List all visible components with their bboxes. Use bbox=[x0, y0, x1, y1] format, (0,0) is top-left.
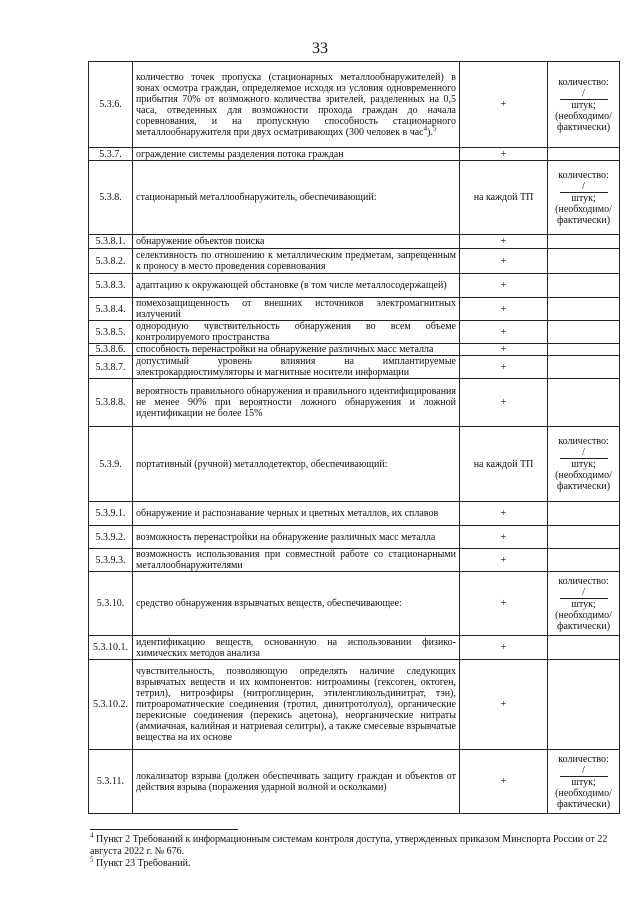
table-row bbox=[89, 161, 620, 235]
row-quantity bbox=[548, 660, 620, 750]
row-description bbox=[133, 636, 460, 660]
row-number: 5.3.9. bbox=[89, 427, 133, 502]
table-row bbox=[89, 549, 620, 572]
row-mark: на каждой ТП bbox=[460, 427, 548, 502]
row-quantity bbox=[548, 62, 620, 148]
row-number: 5.3.10. bbox=[89, 572, 133, 636]
row-description bbox=[133, 502, 460, 526]
quantity-blank bbox=[551, 765, 616, 777]
row-quantity bbox=[548, 274, 620, 298]
row-quantity bbox=[548, 344, 620, 356]
row-description bbox=[133, 62, 460, 148]
table-row bbox=[89, 526, 620, 549]
row-quantity bbox=[548, 235, 620, 249]
quantity-blank bbox=[551, 447, 616, 459]
table-row bbox=[89, 636, 620, 660]
row-description bbox=[133, 249, 460, 274]
footnotes bbox=[90, 831, 620, 870]
quantity-label: количество: bbox=[558, 76, 609, 88]
row-description-text: возможность использования при совместной работе со стационарными металлообнаружителями bbox=[136, 549, 456, 571]
row-quantity bbox=[548, 750, 620, 814]
table-row bbox=[89, 344, 620, 356]
row-description bbox=[133, 356, 460, 379]
row-description bbox=[133, 572, 460, 636]
row-description bbox=[133, 161, 460, 235]
row-description-text: допустимый уровень влияния на имплантируемые электрокардиостимуляторы и магнитные носители информации bbox=[136, 356, 456, 378]
row-description bbox=[133, 750, 460, 814]
row-mark: + bbox=[460, 502, 548, 526]
row-quantity bbox=[548, 298, 620, 321]
quantity-unit: штук; bbox=[571, 99, 596, 111]
row-description bbox=[133, 526, 460, 549]
table-row bbox=[89, 321, 620, 344]
row-mark: + bbox=[460, 249, 548, 274]
table-row bbox=[89, 235, 620, 249]
row-description-text: количество точек пропуска (стационарных металлообнаружителей) в зонах осмотра граждан, определяемое исходя из условия одновременного прибытия 70% от возможного количества зрителей, разделенных на 0,5 часа, отведенных для возможности прохода граждан до начала соревнования, и на пропускную способность стационарного металлообнаружителя при двух осматривающих (300 человек в час bbox=[136, 71, 456, 138]
table-row bbox=[89, 379, 620, 427]
row-mark: + bbox=[460, 298, 548, 321]
row-description-text: адаптацию к окружающей обстановке (в том числе металлосодержащей) bbox=[136, 280, 447, 291]
quantity-label: количество: bbox=[558, 169, 609, 181]
quantity-label: количество: bbox=[558, 575, 609, 587]
row-number: 5.3.8.4. bbox=[89, 298, 133, 321]
quantity-blank bbox=[551, 88, 616, 100]
row-mark: + bbox=[460, 750, 548, 814]
table-row bbox=[89, 427, 620, 502]
quantity-blank bbox=[551, 181, 616, 193]
row-description-text: помехозащищенность от внешних источников электромагнитных излучений bbox=[136, 298, 456, 320]
row-description bbox=[133, 274, 460, 298]
row-mark: + bbox=[460, 636, 548, 660]
row-quantity bbox=[548, 356, 620, 379]
row-mark: + bbox=[460, 356, 548, 379]
quantity-slash: / bbox=[560, 766, 608, 777]
row-mark: + bbox=[460, 321, 548, 344]
row-mark: + bbox=[460, 526, 548, 549]
quantity-label: количество: bbox=[558, 436, 609, 447]
row-description-text: средство обнаружения взрывчатых веществ, обеспечивающее: bbox=[136, 598, 402, 609]
footnote-separator bbox=[90, 829, 238, 830]
row-quantity bbox=[548, 379, 620, 427]
quantity-slash: / bbox=[560, 182, 608, 193]
quantity-slash: / bbox=[560, 89, 608, 100]
row-mark: + bbox=[460, 549, 548, 572]
footnote bbox=[90, 855, 620, 870]
row-description-text: вероятность правильного обнаружения и правильного идентифицирования не менее 90% при вероятности ложного обнаружения и ложной идентификации не более 15% bbox=[136, 386, 456, 419]
row-mark: + bbox=[460, 379, 548, 427]
footnote-mark: 4 bbox=[90, 831, 94, 840]
table-row bbox=[89, 274, 620, 298]
row-quantity bbox=[548, 427, 620, 502]
row-description bbox=[133, 321, 460, 344]
row-mark: + bbox=[460, 274, 548, 298]
row-description bbox=[133, 427, 460, 502]
quantity-note: (необходимо/ фактически) bbox=[555, 609, 612, 632]
row-description-text: локализатор взрыва (должен обеспечивать защиту граждан и объектов от действия взрыва (поражения ударной волной и осколками) bbox=[136, 770, 456, 793]
row-description-text: идентификацию веществ, основанную на использовании физико-химических методов анализа bbox=[136, 636, 456, 659]
row-number: 5.3.8.7. bbox=[89, 356, 133, 379]
row-description bbox=[133, 148, 460, 161]
row-mark: + bbox=[460, 572, 548, 636]
table-row bbox=[89, 62, 620, 148]
footnote-text: Пункт 23 Требований. bbox=[96, 858, 191, 869]
row-quantity bbox=[548, 636, 620, 660]
row-quantity bbox=[548, 526, 620, 549]
quantity-slash: / bbox=[560, 448, 608, 459]
row-number: 5.3.9.2. bbox=[89, 526, 133, 549]
row-number: 5.3.11. bbox=[89, 750, 133, 814]
row-description bbox=[133, 298, 460, 321]
row-number: 5.3.10.1. bbox=[89, 636, 133, 660]
quantity-note: (необходимо/ фактически) bbox=[555, 110, 612, 133]
row-description-text: селективность по отношению к металлическим предметам, запрещенным к проносу в место проведения соревнования bbox=[136, 250, 456, 272]
table-row bbox=[89, 148, 620, 161]
row-description bbox=[133, 379, 460, 427]
row-mark: + bbox=[460, 148, 548, 161]
row-number: 5.3.8. bbox=[89, 161, 133, 235]
row-quantity bbox=[548, 321, 620, 344]
row-number: 5.3.8.6. bbox=[89, 344, 133, 356]
quantity-unit: штук; bbox=[571, 459, 596, 470]
quantity-label: количество: bbox=[558, 753, 609, 765]
row-number: 5.3.6. bbox=[89, 62, 133, 148]
row-description-text: обнаружение объектов поиска bbox=[136, 236, 265, 247]
table-row bbox=[89, 572, 620, 636]
row-description-text: ограждение системы разделения потока граждан bbox=[136, 148, 344, 160]
row-description-text: портативный (ручной) металлодетектор, обеспечивающий: bbox=[136, 458, 388, 470]
page-number: 33 bbox=[312, 40, 328, 57]
table-row bbox=[89, 502, 620, 526]
row-mark: + bbox=[460, 235, 548, 249]
requirements-table bbox=[88, 61, 620, 814]
footnote-mark: 5 bbox=[90, 855, 94, 864]
quantity-blank bbox=[551, 587, 616, 599]
row-number: 5.3.8.3. bbox=[89, 274, 133, 298]
row-mark: на каждой ТП bbox=[460, 161, 548, 235]
row-description-text: однородную чувствительность обнаружения во всем объеме контролируемого пространства bbox=[136, 321, 456, 343]
row-number: 5.3.8.1. bbox=[89, 235, 133, 249]
quantity-note: (необходимо/ фактически) bbox=[555, 787, 612, 810]
row-number: 5.3.9.3. bbox=[89, 549, 133, 572]
footnote-text: Пункт 2 Требований к информационным системам контроля доступа, утвержденных приказом Минспорта России от 22 августа 2022 г. № 676. bbox=[90, 834, 608, 857]
row-number: 5.3.8.2. bbox=[89, 249, 133, 274]
quantity-unit: штук; bbox=[571, 776, 596, 788]
row-description-text: обнаружение и распознавание черных и цветных металлов, их сплавов bbox=[136, 508, 439, 519]
quantity-slash: / bbox=[560, 588, 608, 599]
footnote bbox=[90, 831, 620, 858]
row-quantity bbox=[548, 572, 620, 636]
row-number: 5.3.8.5. bbox=[89, 321, 133, 344]
quantity-note: (необходимо/ фактически) bbox=[555, 203, 612, 226]
table-row bbox=[89, 750, 620, 814]
table-row bbox=[89, 298, 620, 321]
table-row bbox=[89, 356, 620, 379]
row-description-text: способность перенастройки на обнаружение различных масс металла bbox=[136, 344, 434, 355]
row-quantity bbox=[548, 502, 620, 526]
quantity-unit: штук; bbox=[571, 192, 596, 204]
row-description bbox=[133, 660, 460, 750]
row-quantity bbox=[548, 148, 620, 161]
row-number: 5.3.9.1. bbox=[89, 502, 133, 526]
row-description-text: стационарный металлообнаружитель, обеспечивающий: bbox=[136, 192, 377, 203]
row-description bbox=[133, 235, 460, 249]
row-mark: + bbox=[460, 62, 548, 148]
row-description-text: чувствительность, позволяющую определять наличие следующих взрывчатых веществ и их компонентов: нитроамины (гексоген, октоген, тетрил), нитроэфиры (нитроглицерин, этиленгликольдинитрат, тэн), питроароматические соединения (тротил, динитротолуол), органические перекисные соединения (перекись ацетона), неорганические нитраты (аммиачная, калийная и натриевая селитры), а также смесевые взрывчатые вещества на их основе bbox=[136, 666, 456, 743]
row-quantity bbox=[548, 161, 620, 235]
footnote-ref: 4 bbox=[423, 124, 428, 133]
row-description-text: возможность перенастройки на обнаружение различных масс металла bbox=[136, 531, 436, 543]
row-number: 5.3.8.8. bbox=[89, 379, 133, 427]
row-description-tail: ). bbox=[427, 126, 433, 138]
row-quantity bbox=[548, 549, 620, 572]
table-row bbox=[89, 249, 620, 274]
row-mark: + bbox=[460, 660, 548, 750]
row-number: 5.3.7. bbox=[89, 148, 133, 161]
row-description bbox=[133, 549, 460, 572]
quantity-unit: штук; bbox=[571, 598, 596, 610]
table-row bbox=[89, 660, 620, 750]
row-description bbox=[133, 344, 460, 356]
footnote-ref: 5 bbox=[432, 124, 437, 133]
row-number: 5.3.10.2. bbox=[89, 660, 133, 750]
row-mark: + bbox=[460, 344, 548, 356]
row-quantity bbox=[548, 249, 620, 274]
quantity-note: (необходимо/ фактически) bbox=[555, 470, 612, 492]
